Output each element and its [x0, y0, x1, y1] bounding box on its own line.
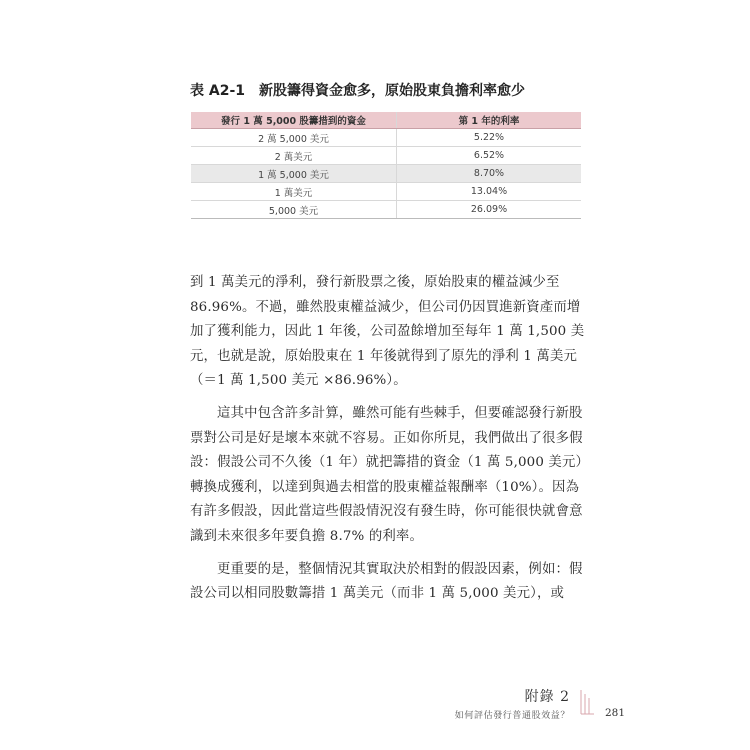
rate-cell: 26.09% — [397, 201, 582, 219]
rate-cell: 6.52% — [397, 147, 582, 165]
corner-ornament-icon — [578, 688, 596, 716]
table-row — [191, 165, 581, 183]
funds-cell: 1 萬美元 — [191, 183, 397, 201]
header-funds-raised: 發行 1 萬 5,000 股籌措到的資金 — [191, 112, 397, 129]
paragraph-1: 到 1 萬美元的淨利，發行新股票之後，原始股東的權益減少至 86.96%。不過，雖然股東權益減少，但公司仍因買進新資產而增加了獲利能力，因此 1 年後，公司盈餘增加至每年 1 萬 1,500 美元，也就是說，原始股東在 1 年後就得到了原先的淨利 1 萬美元（＝1 萬 1,500 美元 ×86.96%）。 — [190, 275, 585, 389]
header-first-year-rate: 第 1 年的利率 — [397, 112, 582, 129]
rate-cell: 13.04% — [397, 183, 582, 201]
table-caption: 新股籌得資金愈多，原始股東負擔利率愈少 — [259, 83, 526, 99]
paragraph-3: 更重要的是，整個情況其實取決於相對的假設因素，例如：假設公司以相同股數籌措 1 萬美元（而非 1 萬 5,000 美元），或 — [190, 561, 583, 602]
table-row — [191, 201, 581, 219]
appendix-subtitle: 如何評估發行普通股效益？ — [454, 711, 570, 721]
funds-cell: 1 萬 5,000 美元 — [191, 165, 397, 183]
funds-cell: 2 萬 5,000 美元 — [191, 129, 397, 147]
table-row — [191, 129, 581, 147]
rate-cell: 8.70% — [397, 165, 582, 183]
table-label: 表 A2-1 — [190, 83, 246, 99]
funds-cell: 2 萬美元 — [191, 147, 397, 165]
rate-cell: 5.22% — [397, 129, 582, 147]
appendix-title: 附錄 2 — [524, 689, 570, 705]
table-row — [191, 147, 581, 165]
table-row — [191, 183, 581, 201]
table-title — [190, 80, 525, 100]
page-number: 281 — [605, 707, 626, 719]
body-text — [190, 271, 590, 615]
table-header-row — [191, 112, 581, 129]
paragraph-2: 這其中包含許多計算，雖然可能有些棘手，但要確認發行新股票對公司是好是壞本來就不容易。正如你所見，我們做出了很多假設：假設公司不久後（1 年）就把籌措的資金（1 萬 5,000 美元）轉換成獲利，以達到與過去相當的股東權益報酬率（10%）。因為有許多假設，因此當這些假設情況沒有發生時，你可能很快就會意識到未來很多年要負擔 8.7% 的利率。 — [190, 405, 590, 544]
rates-table — [191, 112, 581, 219]
funds-cell: 5,000 美元 — [191, 201, 397, 219]
